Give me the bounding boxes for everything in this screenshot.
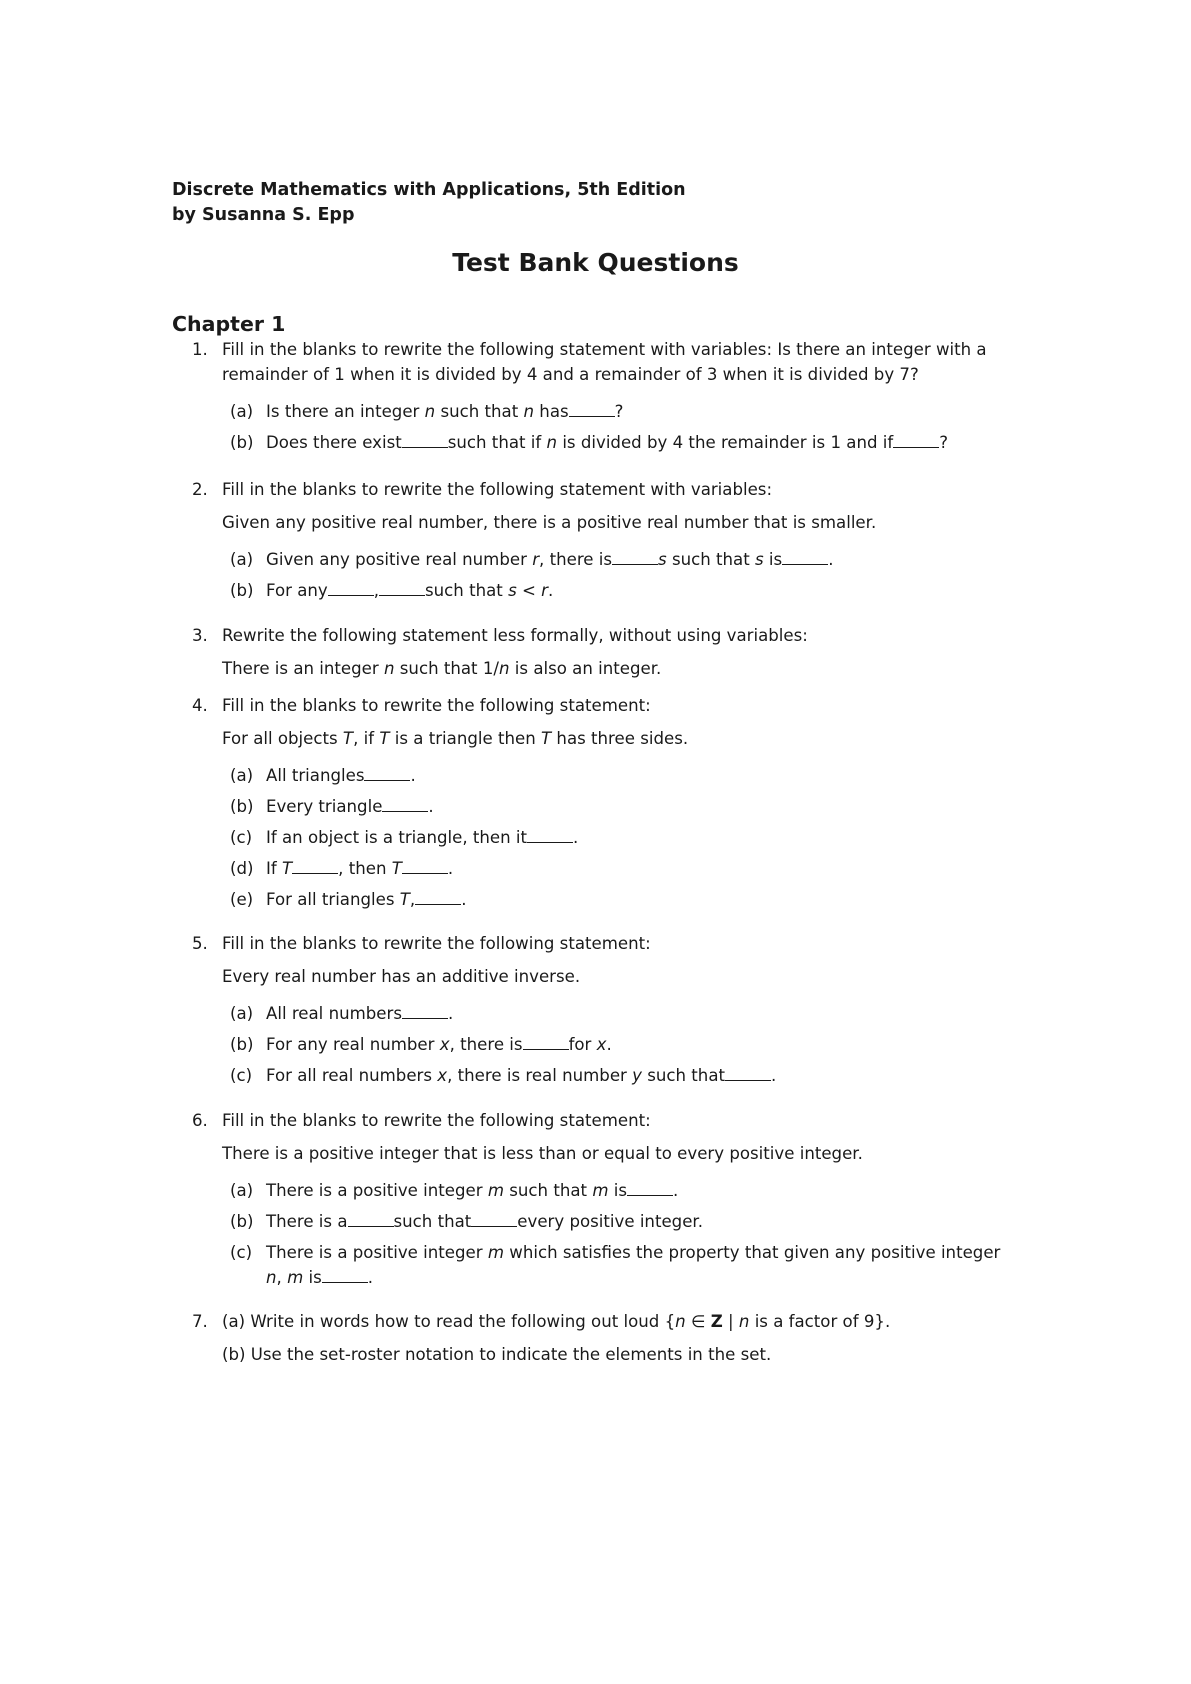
question-2 (172, 477, 1052, 603)
question-text: Fill in the blanks to rewrite the following statement: (222, 696, 651, 715)
question-text: Given any positive real number, there is a positive real number that is smaller. (222, 513, 877, 532)
sub-question: (b) Does there exist such that if n is divided by 4 the remainder is 1 and if ? (230, 433, 949, 452)
question-text: (a) Write in words how to read the following out loud {n ∈ Z | n is a factor of 9}. (222, 1312, 891, 1331)
sub-question: (a) All triangles . (230, 766, 416, 785)
sub-question-text: There is a positive integer m which satisfies the property that given any positive integer (266, 1243, 1001, 1262)
sub-question-text: There is a positive integer m such that m is . (266, 1181, 679, 1200)
question-number: 3. (192, 626, 208, 645)
question-text: Fill in the blanks to rewrite the following statement with variables: Is there an integer with a (222, 340, 987, 359)
sub-question-text: Is there an integer n such that n has ? (266, 402, 624, 421)
sub-question: (b) Every triangle . (230, 797, 434, 816)
question-6 (172, 1108, 1052, 1290)
sub-question-text: Given any positive real number r, there is s such that s is . (266, 550, 834, 569)
book-title-block (172, 178, 686, 228)
sub-question-text: If T , then T . (266, 859, 454, 878)
question-number: 5. (192, 934, 208, 953)
sub-question-text: For all real numbers x, there is real number y such that . (266, 1066, 777, 1085)
question-text: Fill in the blanks to rewrite the following statement with variables: (222, 480, 773, 499)
sub-question: (a) All real numbers . (230, 1004, 454, 1023)
author: by Susanna S. Epp (172, 205, 355, 225)
sub-question-text: All triangles . (266, 766, 416, 785)
sub-question-text: For all triangles T, . (266, 890, 467, 909)
question-text: Fill in the blanks to rewrite the following statement: (222, 934, 651, 953)
sub-question-text: There is a such that every positive integer. (266, 1212, 703, 1231)
page-heading: Test Bank Questions (452, 248, 739, 277)
question-number: 6. (192, 1111, 208, 1130)
question-text: Rewrite the following statement less formally, without using variables: (222, 626, 808, 645)
sub-question: (c) For all real numbers x, there is real number y such that . (230, 1066, 777, 1085)
question-text: For all objects T, if T is a triangle then T has three sides. (222, 729, 689, 748)
sub-question: (c) There is a positive integer m which satisfies the property that given any positive integer n, m is . (230, 1243, 1001, 1287)
sub-question-text: Every triangle . (266, 797, 434, 816)
sub-question-text: For any real number x, there is for x. (266, 1035, 612, 1054)
sub-question: (d) If T , then T . (230, 859, 454, 878)
question-text: remainder of 1 when it is divided by 4 and a remainder of 3 when it is divided by 7? (222, 365, 919, 384)
question-4 (172, 693, 1052, 912)
sub-question: (a) Is there an integer n such that n has ? (230, 402, 624, 421)
question-number: 4. (192, 696, 208, 715)
sub-question-text: Does there exist such that if n is divided by 4 the remainder is 1 and if ? (266, 433, 949, 452)
sub-question: (b) There is a such that every positive integer. (230, 1212, 703, 1231)
question-number: 2. (192, 480, 208, 499)
question-text: (b) Use the set-roster notation to indicate the elements in the set. (222, 1345, 772, 1364)
chapter-title: Chapter 1 (172, 312, 286, 336)
question-text: There is an integer n such that 1/n is also an integer. (222, 659, 662, 678)
question-5 (172, 931, 1052, 1088)
sub-question: (b) For any , such that s < r. (230, 581, 554, 600)
sub-question-text: For any , such that s < r. (266, 581, 554, 600)
sub-question: (c) If an object is a triangle, then it . (230, 828, 579, 847)
question-number: 7. (192, 1312, 208, 1331)
sub-question: (e) For all triangles T, . (230, 890, 467, 909)
sub-question-text: If an object is a triangle, then it . (266, 828, 579, 847)
question-7 (172, 1309, 1052, 1367)
question-1 (172, 337, 1052, 455)
sub-question: (b) For any real number x, there is for x. (230, 1035, 612, 1054)
question-text: Fill in the blanks to rewrite the following statement: (222, 1111, 651, 1130)
sub-question: (a) Given any positive real number r, there is s such that s is . (230, 550, 834, 569)
book-title: Discrete Mathematics with Applications, 5th Edition (172, 180, 686, 200)
sub-question: (a) There is a positive integer m such that m is . (230, 1181, 679, 1200)
question-3 (172, 623, 1052, 681)
question-number: 1. (192, 340, 208, 359)
question-text: Every real number has an additive inverse. (222, 967, 581, 986)
sub-question-text: All real numbers . (266, 1004, 454, 1023)
question-text: There is a positive integer that is less than or equal to every positive integer. (222, 1144, 863, 1163)
